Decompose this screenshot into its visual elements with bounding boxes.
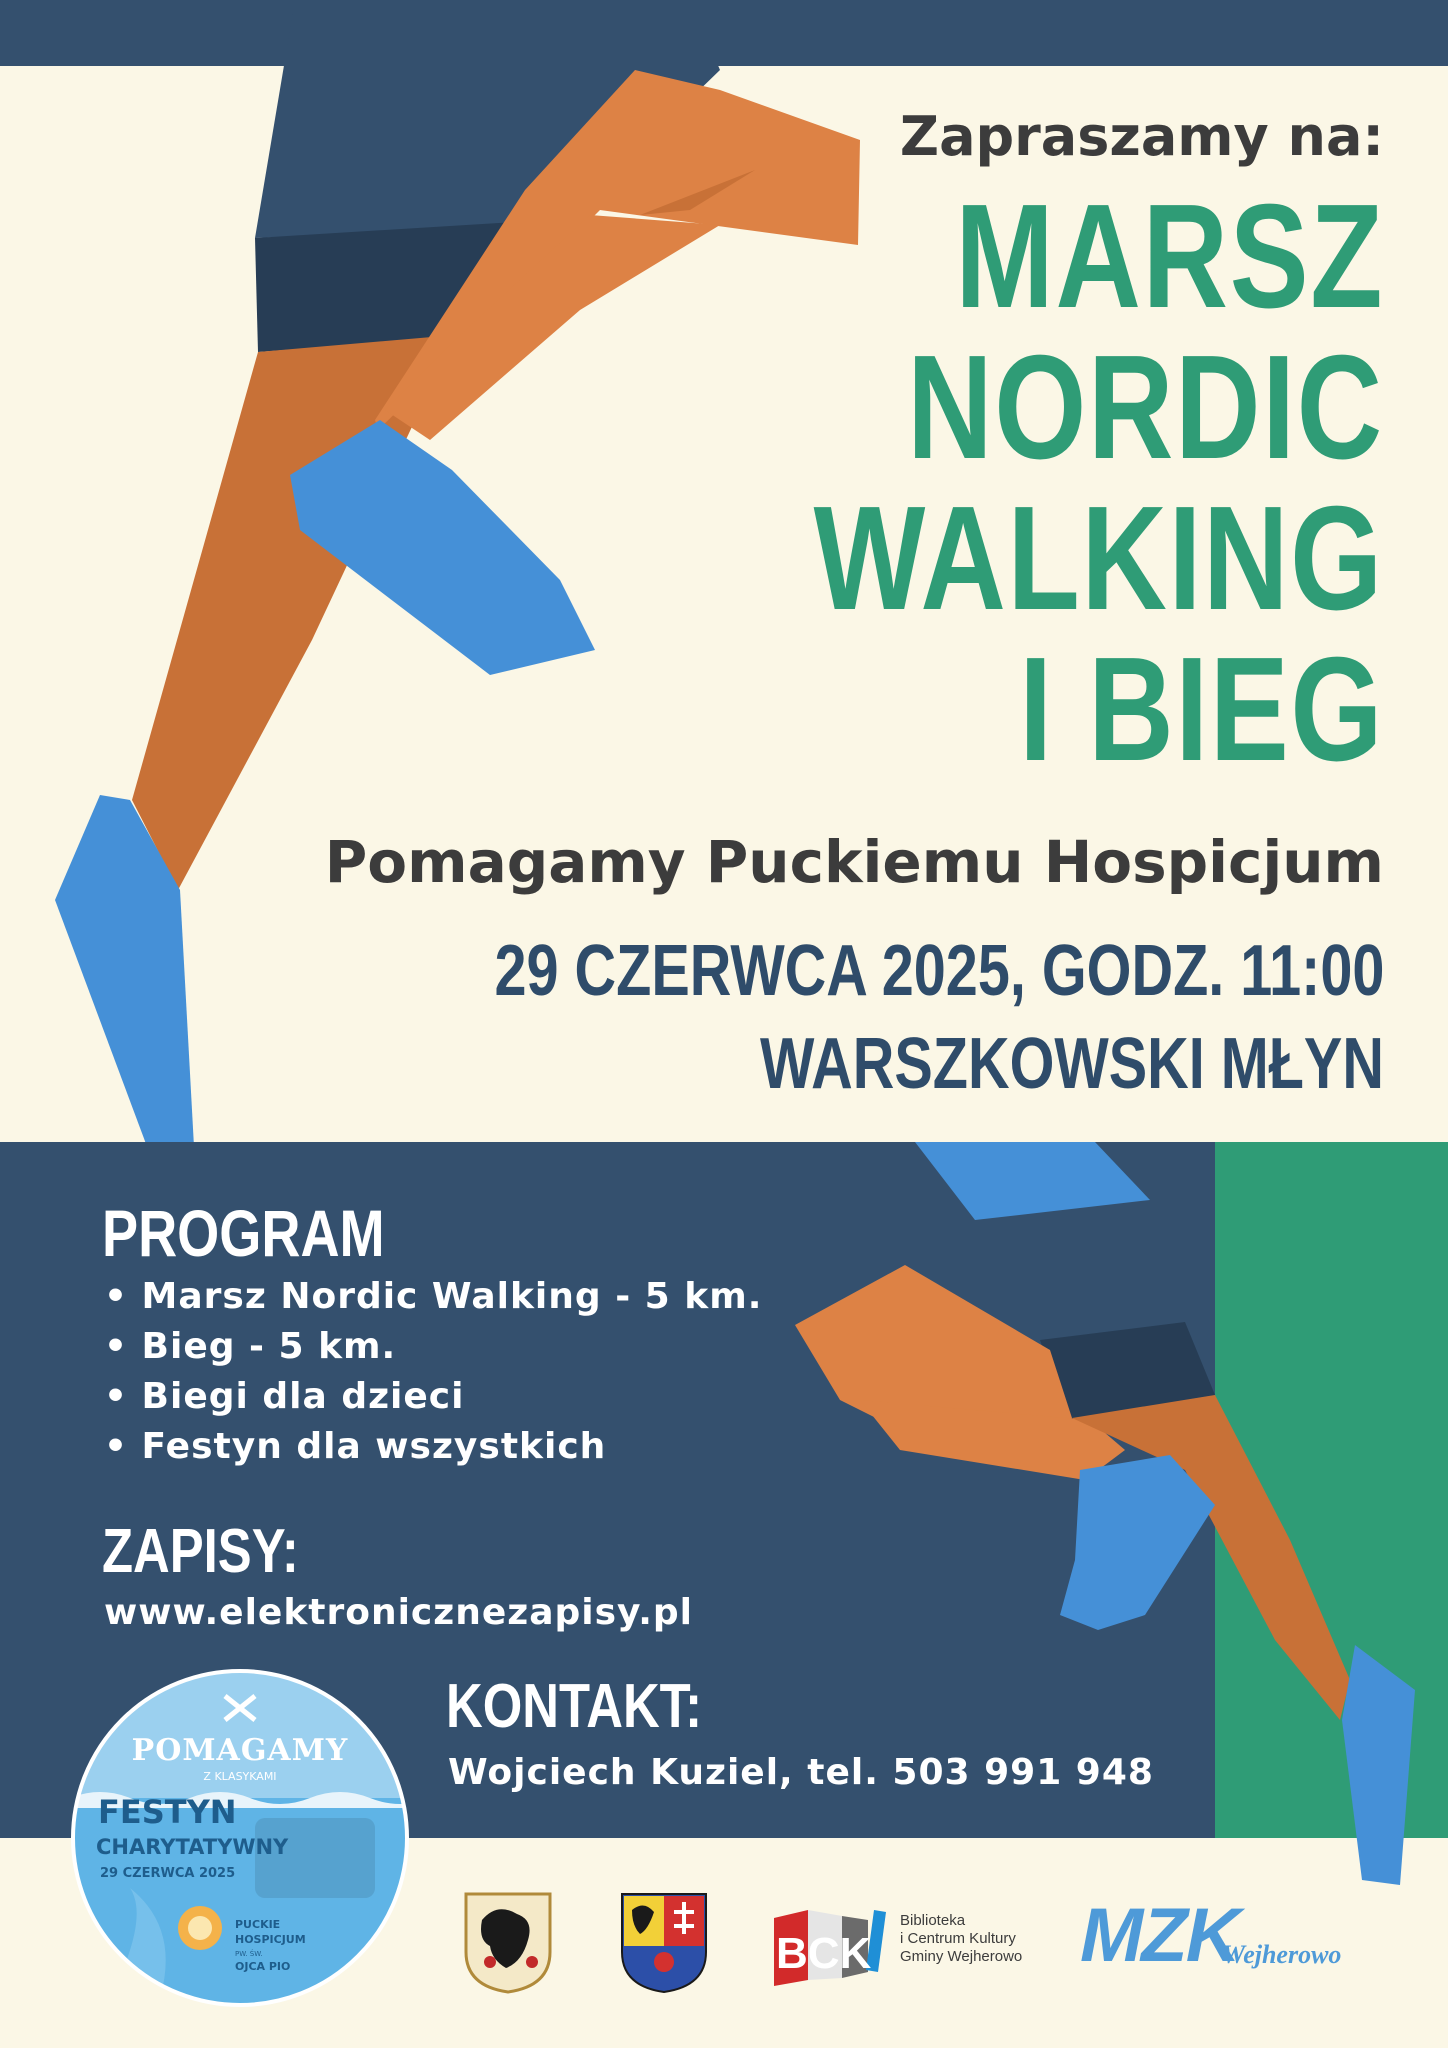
badge-org2: HOSPICJUM bbox=[235, 1933, 306, 1946]
contact-info: Wojciech Kuziel, tel. 503 991 948 bbox=[448, 1752, 1154, 1793]
top-band bbox=[0, 0, 1448, 66]
zapisy-heading: ZAPISY: bbox=[102, 1517, 299, 1586]
badge-title: POMAGAMY bbox=[131, 1733, 349, 1768]
bck-line1: Biblioteka bbox=[900, 1912, 966, 1929]
badge-org3: PW. ŚW. bbox=[235, 1950, 263, 1958]
bck-mark: BCK bbox=[776, 1929, 872, 1978]
title-line-1: MARSZ bbox=[955, 174, 1384, 339]
coat-of-arms-griffin-icon bbox=[462, 1890, 554, 1994]
title-line-4: I BIEG bbox=[1019, 627, 1384, 792]
bck-mark-icon bbox=[768, 1900, 898, 1990]
badge-subtitle: Z KLASYKAMI bbox=[203, 1770, 277, 1783]
mzk-mark: MZK bbox=[1080, 1893, 1239, 1978]
badge-org4: OJCA PIO bbox=[235, 1960, 291, 1973]
kontakt-heading: KONTAKT: bbox=[446, 1672, 703, 1741]
festyn-badge bbox=[70, 1668, 410, 2008]
bck-line2: i Centrum Kultury bbox=[900, 1930, 1016, 1947]
program-heading: PROGRAM bbox=[102, 1196, 385, 1270]
program-item: • Bieg - 5 km. bbox=[104, 1326, 397, 1367]
badge-line2: CHARYTATYWNY bbox=[96, 1835, 289, 1859]
event-date: 29 CZERWCA 2025, GODZ. 11:00 bbox=[494, 931, 1384, 1011]
program-item: • Marsz Nordic Walking - 5 km. bbox=[104, 1276, 763, 1317]
coat-of-arms-wejherowo-icon bbox=[618, 1890, 710, 1994]
bck-logo bbox=[768, 1900, 1118, 1990]
program-item: • Biegi dla dzieci bbox=[104, 1376, 465, 1417]
bck-line3: Gminy Wejherowo bbox=[900, 1948, 1023, 1965]
mzk-city: Wejherowo bbox=[1222, 1940, 1342, 1969]
badge-line1: FESTYN bbox=[98, 1793, 237, 1831]
badge-org1: PUCKIE bbox=[235, 1918, 281, 1931]
invite-text: Zapraszamy na: bbox=[899, 105, 1384, 168]
upper-runner-front-shoe bbox=[290, 420, 595, 675]
program-item: • Festyn dla wszystkich bbox=[104, 1426, 607, 1467]
subtitle: Pomagamy Puckiemu Hospicjum bbox=[324, 828, 1384, 896]
title-line-2: NORDIC bbox=[907, 325, 1384, 490]
event-place: WARSZKOWSKI MŁYN bbox=[760, 1024, 1384, 1104]
bck-caption bbox=[900, 1912, 1022, 1966]
registration-link[interactable]: www.elektronicznezapisy.pl bbox=[104, 1592, 693, 1633]
badge-date: 29 CZERWCA 2025 bbox=[100, 1866, 236, 1881]
title-line-3: WALKING bbox=[813, 476, 1384, 641]
mzk-logo bbox=[1080, 1893, 1380, 1986]
